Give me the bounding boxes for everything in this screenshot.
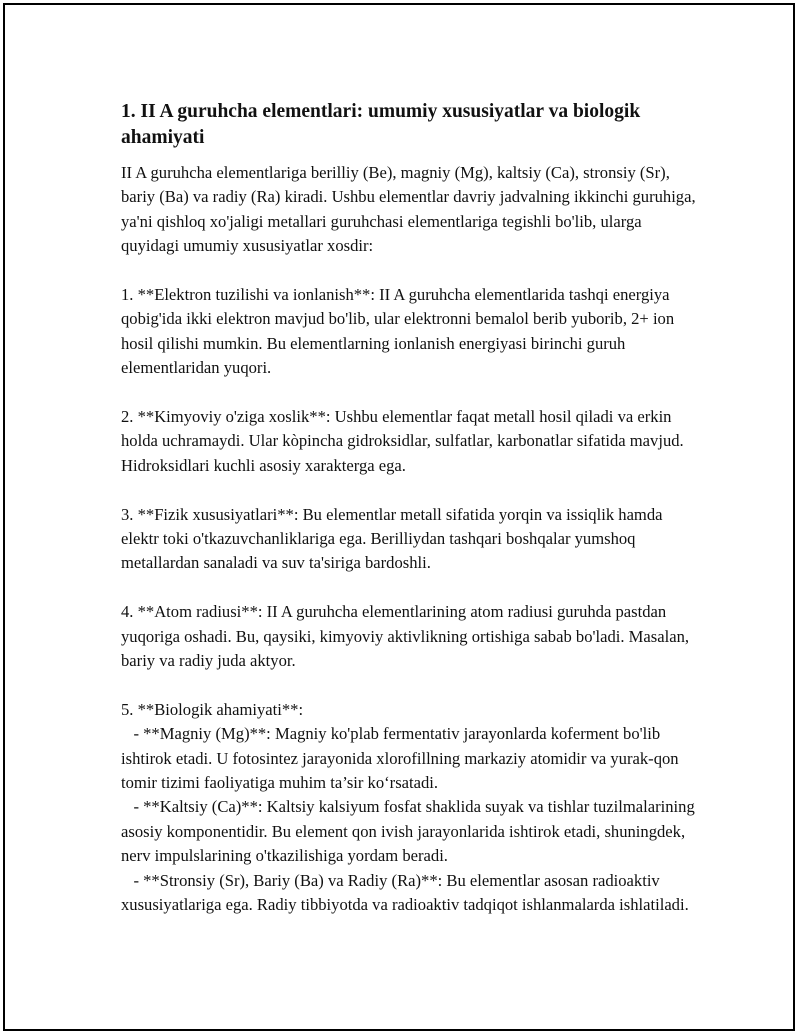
section-electron-structure: 1. **Elektron tuzilishi va ionlanish**: II A guruhcha elementlarida tashqi energiya qobig'ida ikki elektron mavjud bo'lib, ular elektronni bemalol berib yuborib, 2+ ion hosil qilishi mumkin. Bu elementlarning ionlanish energiyasi birinchi guruh elementlaridan yuqori. <box>121 285 679 378</box>
section-chemical-properties: 2. **Kimyoviy o'ziga xoslik**: Ushbu elementlar faqat metall hosil qiladi va erkin holda uchramaydi. Ular kòpincha gidroksidlar, sulfatlar, karbonatlar sifatida mavjud. Hidroksidlari kuchli asosiy xarakterga ega. <box>121 407 688 475</box>
section-physical-properties: 3. **Fizik xususiyatlari**: Bu elementlar metall sifatida yorqin va issiqlik hamda elektr toki o'tkazuvchanliklariga ega. Berilliydan tashqari boshqalar yumshoq metallardan sanaladi va suv ta'siriga bardoshli. <box>121 504 667 573</box>
page-frame <box>3 3 795 1031</box>
document-body <box>121 99 701 918</box>
section-biological-significance: 5. **Biologik ahamiyati**: - **Magniy (Mg)**: Magniy ko'plab fermentativ jarayonlarda koferment bo'lib ishtirok etadi. U fotosintez jarayonida xlorofillning markaziy atomidir va yurak-qon tomir tizimi faoliyatiga muhim ta’sir ko‘rsatadi. - **Kaltsiy (Ca)**: Kaltsiy kalsiyum fosfat shaklida suyak va tishlar tuzilmalarining asosiy komponentidir. Bu element qon ivish jarayonlarida ishtirok etadi, shuningdek, nerv impulslarining o'tkazilishiga yordam beradi. - **Stronsiy (Sr), Bariy (Ba) va Radiy (Ra)**: Bu elementlar asosan radioaktiv xususiyatlariga ega. Radiy tibbiyotda va radioaktiv tadqiqot ishlanmalarda ishlatiladi. <box>121 699 695 915</box>
paragraph-gap <box>121 259 701 283</box>
paragraph-gap <box>121 576 701 600</box>
paragraph-gap <box>121 381 701 405</box>
document-title: 1. II A guruhcha elementlari: umumiy xususiyatlar va biologik ahamiyati <box>121 101 641 148</box>
paragraph-gap <box>121 478 701 502</box>
intro-paragraph: II A guruhcha elementlariga berilliy (Be), magniy (Mg), kaltsiy (Ca), stronsiy (Sr), bariy (Ba) va radiy (Ra) kiradi. Ushbu elementlar davriy jadvalning ikkinchi guruhiga, ya'ni qishloq xo'jaligi metallari guruhchasi elementlariga tegishli bo'lib, ularga quyidagi umumiy xususiyatlar xosdir: <box>121 163 700 256</box>
paragraph-gap <box>121 673 701 697</box>
section-atomic-radius: 4. **Atom radiusi**: II A guruhcha elementlarining atom radiusi guruhda pastdan yuqoriga oshadi. Bu, qaysiki, kimyoviy aktivlikning ortishiga sabab bo'ladi. Masalan, bariy va radiy juda aktyor. <box>121 602 694 671</box>
